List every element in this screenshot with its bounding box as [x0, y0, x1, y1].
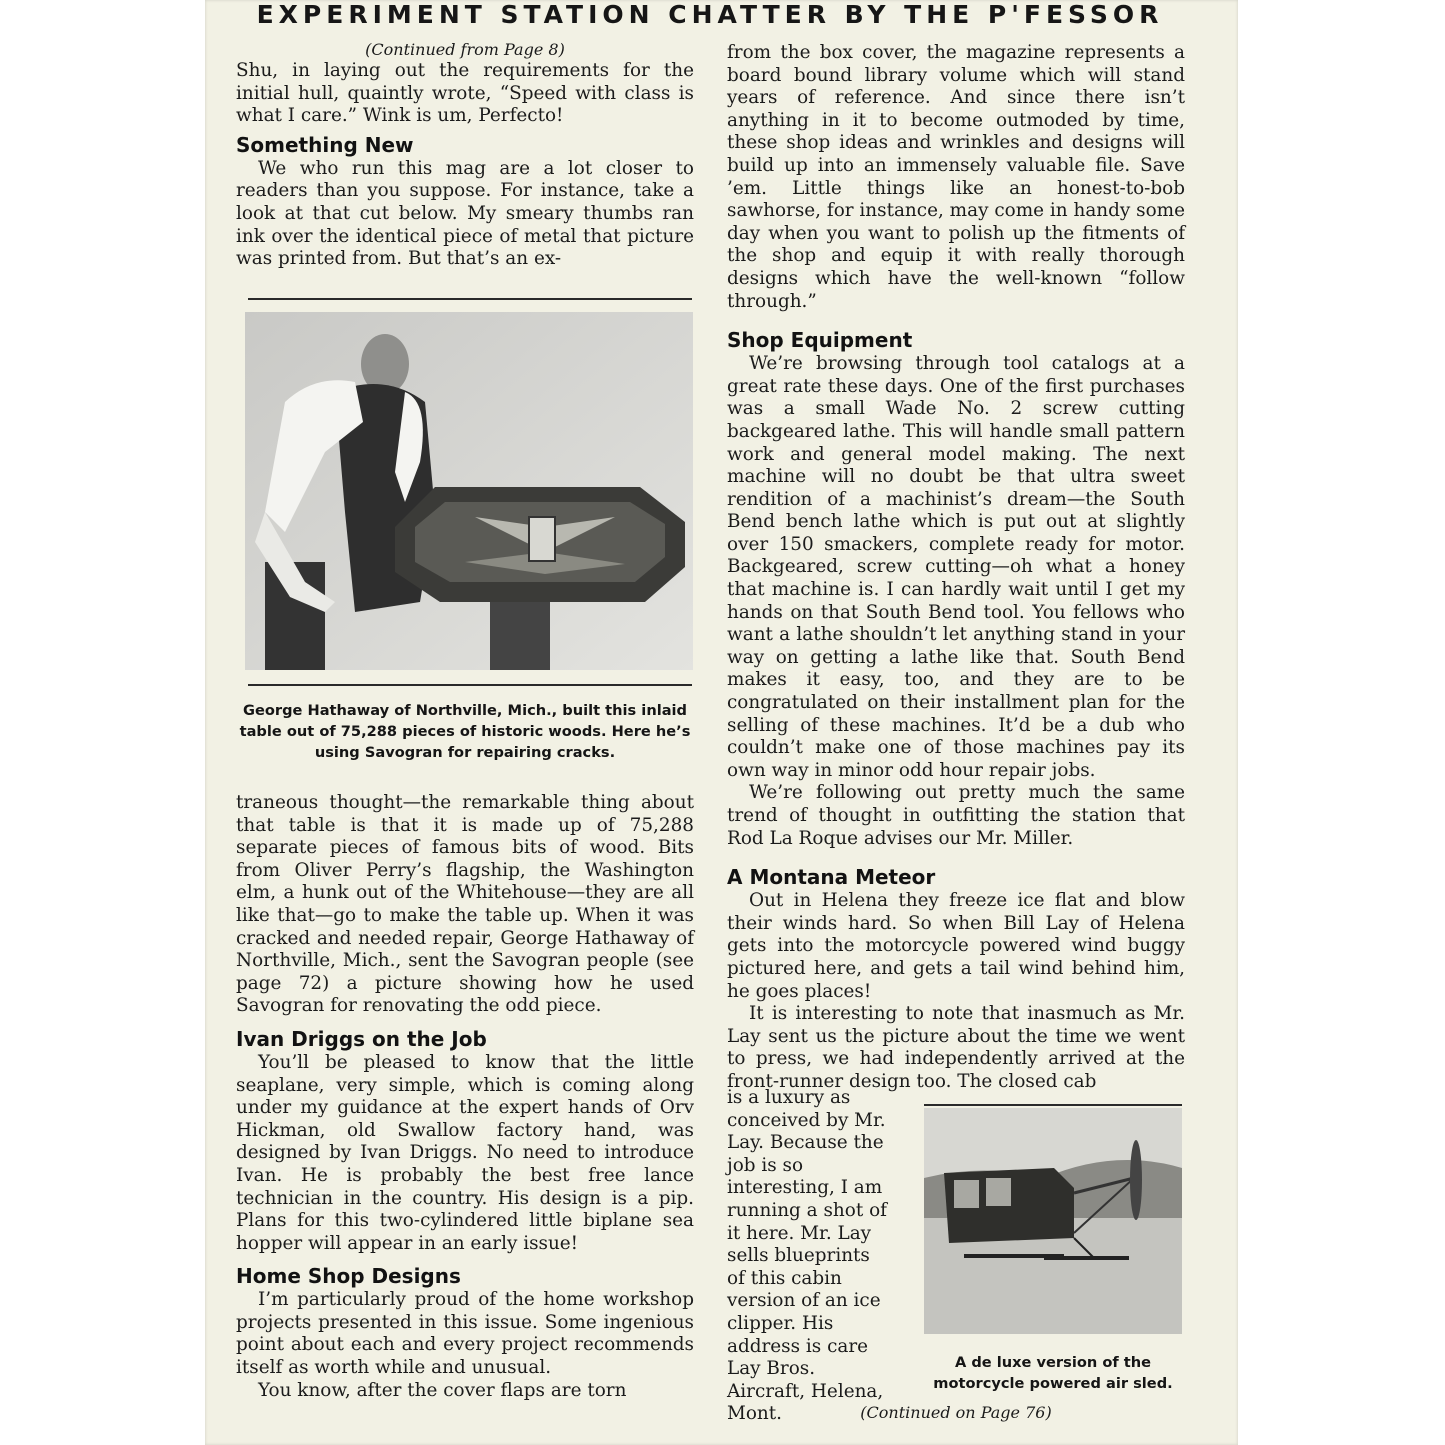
montana-meteor-paragraph-3: is a luxury as conceived by Mr. Lay. Because the job is so interesting, I am running a shot of it here. Mr. Lay sells blueprints of this cabin version of an ice clipper. His address is care Lay Bros. Aircraft, Helena, Mont. [727, 1087, 887, 1425]
home-shop-paragraph-2: You know, after the cover flaps are torn [258, 1379, 627, 1401]
photo-top-rule [248, 298, 692, 300]
continued-from-note: (Continued from Page 8) [365, 40, 565, 59]
intro-paragraph: Shu, in laying out the requirements for the initial hull, quaintly wrote, “Speed with class is what I care.” Wink is um, Perfecto! [236, 60, 694, 127]
right-column-top [727, 42, 1185, 1094]
inlaid-table-illustration [245, 312, 693, 670]
box-cover-paragraph: from the box cover, the magazine represents a board bound library volume which will stand years of reference. And since there isn’t anything in it to become outmoded by time, these shop ideas and wrinkles and designs will build up into an immensely valuable file. Save ’em. Little things like an honest-to-bob sawhorse, for instance, may come in handy some day when you want to polish up the fitments of the shop and equip it with really thorough designs which have the well-known “follow through.” [727, 42, 1185, 312]
ivan-driggs-paragraph: You’ll be pleased to know that the little seaplane, very simple, which is coming along under my guidance at the expert hands of Orv Hickman, old Swallow factory hand, was designed by Ivan Driggs. No need to introduce Ivan. He is probably the best free lance technician in the country. His design is a pip. Plans for this two-cylindered little biplane sea hopper will appear in an early issue! [236, 1051, 694, 1254]
continued-on-note: (Continued on Page 76) [860, 1403, 1052, 1422]
section-heading-something-new: Something New [236, 132, 414, 157]
right-column-narrow [727, 1087, 893, 1426]
section-heading-home-shop: Home Shop Designs [236, 1264, 461, 1289]
shop-equipment-paragraph-2: We’re following out pretty much the same trend of thought in outfitting the station that Rod La Roque advises our Mr. Miller. [727, 782, 1185, 849]
table-photo-caption: George Hathaway of Northville, Mich., built this inlaid table out of 75,288 pieces of historic woods. Here he’s using Savogran for repairing cracks. [239, 702, 691, 761]
something-new-continued: traneous thought—the remarkable thing about that table is that it is made up of 75,288 separate pieces of famous bits of wood. Bits from Oliver Perry’s flagship, the Washington elm, a hunk out of the Whitehouse—they are all like that—go to make the table up. When it was cracked and needed repair, George Hathaway of Northville, Mich., sent the Savogran people (see page 72) a picture showing how he used Savogran for renovating the odd piece. [236, 792, 694, 1017]
montana-meteor-paragraph-1: Out in Helena they freeze ice flat and blow their winds hard. So when Bill Lay of Helena gets into the motorcycle powered wind buggy pictured here, and gets a tail wind behind him, he goes places! [727, 890, 1185, 1002]
left-column-bottom [236, 792, 694, 1402]
page-title: EXPERIMENT STATION CHATTER BY THE P'FESSOR [256, 0, 1164, 29]
montana-meteor-paragraph-2: It is interesting to note that inasmuch as Mr. Lay sent us the picture about the time we went to press, we had independently arrived at the front-runner design too. The closed cab [727, 1003, 1185, 1092]
air-sled-caption: A de luxe version of the motorcycle powered air sled. [933, 1354, 1173, 1392]
section-heading-ivan-driggs: Ivan Driggs on the Job [236, 1026, 487, 1051]
air-sled-illustration [924, 1108, 1182, 1334]
section-heading-shop-equipment: Shop Equipment [727, 328, 913, 353]
photo-bottom-rule [248, 684, 692, 686]
something-new-paragraph: We who run this mag are a lot closer to readers than you suppose. For instance, take a look at that cut below. My smeary thumbs ran ink over the identical piece of metal that picture was printed from. But that’s an ex- [236, 157, 694, 270]
shop-equipment-paragraph-1: We’re browsing through tool catalogs at a great rate these days. One of the first purchases was a small Wade No. 2 screw cutting backgeared lathe. This will handle small pattern work and general model making. The next machine will no doubt be that ultra sweet rendition of a machinist’s dream—the South Bend bench lathe which is put out at slightly over 150 smackers, complete ready for motor. Backgeared, screw cutting—oh what a honey that machine is. I can hardly wait until I get my hands on that South Bend tool. You fellows who want a lathe shouldn’t let anything stand in your way on getting a lathe like that. South Bend makes it easy, too, and they are to be congratulated on their installment plan for the selling of these machines. It’d be a dub who couldn’t make one of those machines pay its own way in minor odd hour repair jobs. [727, 353, 1185, 781]
continued-on-wrap [727, 1403, 1185, 1423]
section-heading-montana-meteor: A Montana Meteor [727, 865, 936, 890]
air-sled-photo [924, 1108, 1182, 1334]
sled-photo-top-rule [924, 1104, 1182, 1106]
table-photo [245, 312, 693, 670]
left-column-top [236, 40, 694, 271]
home-shop-paragraph-1: I’m particularly proud of the home workshop projects presented in this issue. Some ingenious point about each and every project recommends itself as worth while and unusual. [236, 1289, 694, 1379]
